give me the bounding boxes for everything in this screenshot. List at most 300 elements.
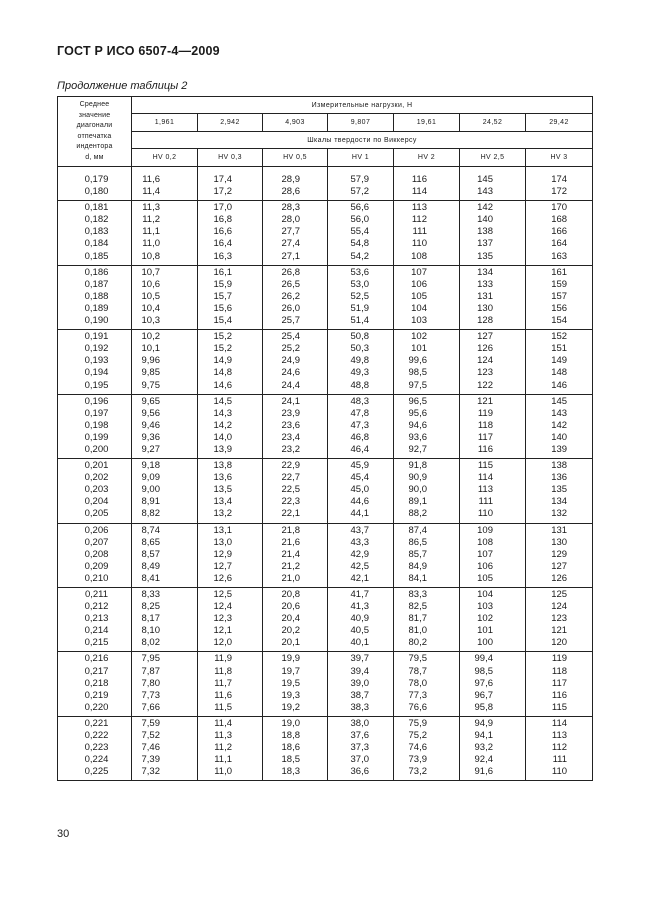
- hardness-value: 148: [551, 367, 568, 379]
- hardness-value: 7,46: [141, 742, 160, 754]
- table-row-group: [58, 201, 593, 265]
- diagonal-header-line: отпечатка: [77, 132, 112, 140]
- diagonal-value: 0,204: [84, 496, 109, 508]
- hardness-cell: [460, 652, 526, 716]
- hardness-value: 38,0: [350, 717, 369, 729]
- hardness-value: 14,8: [213, 367, 232, 379]
- hardness-value: 39,7: [350, 653, 369, 665]
- hardness-value: 98,5: [408, 367, 427, 379]
- hardness-value: 12,0: [213, 637, 232, 649]
- hardness-value: 90,0: [408, 484, 427, 496]
- hardness-value: 12,1: [213, 625, 232, 637]
- hardness-value: 16,1: [213, 266, 232, 278]
- hardness-value: 164: [551, 238, 568, 250]
- hardness-value: 21,6: [281, 536, 300, 548]
- hardness-value: 50,8: [350, 331, 369, 343]
- hardness-value: 116: [477, 443, 493, 455]
- hardness-value: 105: [411, 290, 427, 302]
- hardness-value: 163: [551, 250, 568, 262]
- hardness-value: 134: [477, 266, 493, 278]
- hardness-value: 130: [551, 536, 568, 548]
- hardness-cell: [526, 652, 593, 716]
- hardness-value: 26,5: [281, 278, 300, 290]
- hardness-cell: [198, 173, 263, 201]
- hardness-value: 140: [551, 431, 568, 443]
- hardness-value: 11,9: [214, 653, 232, 665]
- diagonal-value: 0,183: [84, 226, 109, 238]
- hardness-value: 48,8: [350, 379, 369, 391]
- hardness-value: 143: [551, 407, 568, 419]
- hardness-value: 7,87: [141, 665, 160, 677]
- hardness-value: 113: [411, 202, 427, 214]
- hardness-cell: [526, 459, 593, 523]
- hardness-value: 42,9: [350, 548, 369, 560]
- hardness-cell: [526, 173, 593, 201]
- hardness-cell: [526, 716, 593, 780]
- hardness-value: 12,9: [213, 548, 232, 560]
- hardness-value: 97,6: [474, 677, 493, 689]
- hardness-value: 74,6: [408, 742, 427, 754]
- hardness-value: 104: [477, 589, 493, 600]
- hardness-value: 152: [551, 331, 568, 343]
- hardness-value: 11,1: [214, 754, 232, 766]
- hardness-cell: [328, 588, 394, 652]
- hardness-cell: [328, 523, 394, 587]
- hardness-value: 23,6: [281, 419, 300, 431]
- hardness-value: 102: [411, 331, 427, 343]
- hardness-value: 24,1: [281, 395, 300, 407]
- diagonal-cell: [58, 588, 132, 652]
- hardness-cell: [198, 201, 263, 265]
- hardness-value: 76,6: [408, 701, 427, 713]
- diagonal-value: 0,207: [84, 536, 109, 548]
- hardness-value: 25,4: [281, 331, 300, 343]
- hardness-value: 121: [551, 625, 568, 637]
- hardness-value: 11,3: [214, 730, 232, 742]
- hardness-value: 90,9: [408, 472, 427, 484]
- hardness-value: 39,0: [350, 677, 369, 689]
- hardness-value: 19,5: [281, 677, 300, 689]
- hardness-value: 13,2: [213, 508, 232, 520]
- hardness-value: 113: [477, 484, 493, 496]
- load-header: 9,807: [328, 114, 394, 132]
- scale-header: HV 0,2: [132, 149, 198, 167]
- hardness-value: 26,2: [281, 290, 300, 302]
- hardness-value: 115: [551, 701, 568, 713]
- hardness-cell: [328, 265, 394, 329]
- hardness-value: 10,8: [141, 250, 160, 262]
- hardness-cell: [328, 201, 394, 265]
- hardness-cell: [328, 330, 394, 394]
- hardness-value: 75,2: [408, 730, 427, 742]
- scale-header: HV 3: [526, 149, 593, 167]
- hardness-cell: [198, 652, 263, 716]
- hardness-value: 27,4: [281, 238, 300, 250]
- hardness-value: 79,5: [408, 653, 427, 665]
- hardness-value: 140: [477, 214, 493, 226]
- hardness-cell: [263, 265, 328, 329]
- diagonal-value: 0,224: [84, 754, 109, 766]
- hardness-value: 19,7: [281, 665, 300, 677]
- hardness-value: 159: [551, 278, 568, 290]
- hardness-value: 127: [477, 331, 493, 343]
- hardness-value: 7,59: [141, 717, 160, 729]
- hardness-value: 7,52: [141, 730, 160, 742]
- scales-row: [58, 149, 593, 167]
- hardness-value: 97,5: [408, 379, 427, 391]
- hardness-value: 96,5: [408, 395, 427, 407]
- hardness-value: 8,91: [141, 496, 160, 508]
- diagonal-value: 0,214: [84, 625, 109, 637]
- hardness-cell: [460, 523, 526, 587]
- hardness-value: 94,1: [474, 730, 493, 742]
- hardness-value: 40,1: [350, 637, 369, 649]
- hardness-value: 20,8: [281, 589, 300, 600]
- hardness-value: 13,1: [213, 524, 232, 536]
- hardness-value: 46,4: [350, 443, 369, 455]
- hardness-cell: [460, 716, 526, 780]
- diagonal-value: 0,193: [84, 355, 109, 367]
- hardness-value: 19,2: [281, 701, 300, 713]
- diagonal-value: 0,211: [84, 589, 109, 600]
- hardness-value: 16,6: [213, 226, 232, 238]
- hardness-value: 9,75: [141, 379, 160, 391]
- hardness-value: 94,9: [474, 717, 493, 729]
- table-row-group: [58, 716, 593, 780]
- hardness-value: 47,3: [350, 419, 369, 431]
- hardness-value: 23,4: [281, 431, 300, 443]
- hardness-value: 102: [477, 613, 493, 625]
- hardness-value: 83,3: [408, 589, 427, 600]
- hardness-value: 24,9: [281, 355, 300, 367]
- hardness-value: 88,2: [408, 508, 427, 520]
- hardness-value: 107: [477, 548, 493, 560]
- hardness-value: 49,8: [350, 355, 369, 367]
- diagonal-cell: [58, 716, 132, 780]
- diagonal-cell: [58, 330, 132, 394]
- hardness-cell: [526, 588, 593, 652]
- hardness-value: 10,3: [141, 315, 160, 327]
- diagonal-value: 0,213: [84, 613, 109, 625]
- hardness-value: 10,6: [141, 278, 160, 290]
- hardness-value: 57,9: [350, 174, 369, 185]
- hardness-value: 14,3: [213, 407, 232, 419]
- diagonal-value: 0,187: [84, 278, 109, 290]
- hardness-value: 21,0: [281, 572, 300, 584]
- hardness-cell: [328, 716, 394, 780]
- scale-header: HV 2: [394, 149, 460, 167]
- hardness-value: 114: [477, 472, 493, 484]
- load-header: 1,961: [132, 114, 198, 132]
- hardness-value: 11,1: [142, 226, 160, 238]
- hardness-value: 9,27: [141, 443, 160, 455]
- hardness-value: 21,4: [281, 548, 300, 560]
- hardness-value: 7,32: [141, 766, 160, 778]
- diagonal-header-line: Среднее: [79, 101, 110, 108]
- hardness-value: 43,7: [350, 524, 369, 536]
- hardness-value: 16,4: [213, 238, 232, 250]
- hardness-value: 14,6: [213, 379, 232, 391]
- hardness-value: 28,3: [281, 202, 300, 214]
- hardness-value: 7,39: [141, 754, 160, 766]
- hardness-value: 119: [477, 407, 493, 419]
- load-header: 4,903: [263, 114, 328, 132]
- hardness-value: 14,2: [213, 419, 232, 431]
- hardness-cell: [394, 716, 460, 780]
- hardness-value: 20,6: [281, 601, 300, 613]
- hardness-value: 27,1: [281, 250, 300, 262]
- hardness-value: 7,95: [141, 653, 160, 665]
- hardness-value: 10,1: [141, 343, 160, 355]
- hardness-value: 7,80: [141, 677, 160, 689]
- hardness-cell: [132, 330, 198, 394]
- hardness-value: 15,4: [213, 315, 232, 327]
- hardness-value: 108: [411, 250, 427, 262]
- hardness-value: 138: [551, 460, 568, 472]
- hardness-value: 26,0: [281, 302, 300, 314]
- hardness-value: 131: [551, 524, 568, 536]
- hardness-value: 103: [477, 601, 493, 613]
- hardness-value: 170: [551, 202, 568, 214]
- hardness-value: 11,6: [214, 689, 232, 701]
- diagonal-value: 0,212: [84, 601, 109, 613]
- diagonal-cell: [58, 652, 132, 716]
- hardness-value: 8,57: [141, 548, 160, 560]
- hardness-cell: [263, 652, 328, 716]
- diagonal-value: 0,179: [84, 174, 109, 185]
- hardness-value: 47,8: [350, 407, 369, 419]
- scale-header: HV 0,3: [198, 149, 263, 167]
- hardness-cell: [394, 394, 460, 458]
- hardness-value: 8,74: [141, 524, 160, 536]
- hardness-value: 9,00: [141, 484, 160, 496]
- hardness-cell: [198, 716, 263, 780]
- hardness-value: 106: [411, 278, 427, 290]
- diagonal-value: 0,210: [84, 572, 109, 584]
- hardness-value: 39,4: [350, 665, 369, 677]
- hardness-value: 22,1: [281, 508, 300, 520]
- hardness-value: 114: [411, 186, 427, 198]
- hardness-value: 12,3: [213, 613, 232, 625]
- hardness-value: 15,2: [213, 343, 232, 355]
- hardness-value: 75,9: [408, 717, 427, 729]
- hardness-value: 94,6: [408, 419, 427, 431]
- hardness-value: 57,2: [350, 186, 369, 198]
- hardness-value: 19,3: [281, 689, 300, 701]
- hardness-value: 17,2: [213, 186, 232, 198]
- hardness-value: 18,5: [281, 754, 300, 766]
- diagonal-value: 0,191: [84, 331, 109, 343]
- hardness-value: 80,2: [408, 637, 427, 649]
- hardness-value: 127: [551, 560, 568, 572]
- hardness-value: 56,0: [350, 214, 369, 226]
- hardness-value: 149: [551, 355, 568, 367]
- hardness-value: 99,4: [474, 653, 493, 665]
- hardness-value: 116: [551, 689, 568, 701]
- hardness-cell: [328, 652, 394, 716]
- hardness-value: 104: [411, 302, 427, 314]
- hardness-value: 126: [551, 572, 568, 584]
- hardness-value: 28,0: [281, 214, 300, 226]
- diagonal-value: 0,184: [84, 238, 109, 250]
- hardness-value: 136: [551, 472, 568, 484]
- hardness-value: 174: [551, 174, 568, 185]
- hardness-value: 98,5: [474, 665, 493, 677]
- load-header: 24,52: [460, 114, 526, 132]
- hardness-value: 50,3: [350, 343, 369, 355]
- hardness-value: 16,3: [213, 250, 232, 262]
- table-row-group: [58, 523, 593, 587]
- hardness-value: 15,7: [213, 290, 232, 302]
- hardness-cell: [394, 201, 460, 265]
- hardness-value: 146: [551, 379, 568, 391]
- hardness-value: 109: [477, 524, 493, 536]
- hardness-cell: [460, 588, 526, 652]
- hardness-value: 17,4: [213, 174, 232, 185]
- hardness-value: 112: [411, 214, 427, 226]
- hardness-value: 19,0: [281, 717, 300, 729]
- diagonal-value: 0,194: [84, 367, 109, 379]
- diagonal-value: 0,181: [84, 202, 109, 214]
- hardness-value: 51,4: [350, 315, 369, 327]
- hardness-cell: [460, 201, 526, 265]
- hardness-value: 131: [477, 290, 493, 302]
- hardness-value: 161: [551, 266, 568, 278]
- hardness-value: 123: [551, 613, 568, 625]
- hardness-cell: [460, 173, 526, 201]
- hardness-cell: [198, 523, 263, 587]
- hardness-value: 116: [411, 174, 427, 185]
- hardness-value: 8,33: [141, 589, 160, 600]
- hardness-value: 45,0: [350, 484, 369, 496]
- hardness-value: 110: [551, 766, 568, 778]
- diagonal-value: 0,202: [84, 472, 109, 484]
- hardness-value: 9,56: [141, 407, 160, 419]
- hardness-cell: [394, 330, 460, 394]
- diagonal-value: 0,188: [84, 290, 109, 302]
- hardness-value: 21,2: [281, 560, 300, 572]
- hardness-value: 142: [477, 202, 493, 214]
- table-row-group: [58, 652, 593, 716]
- diagonal-value: 0,223: [84, 742, 109, 754]
- hardness-cell: [132, 394, 198, 458]
- hardness-value: 92,7: [408, 443, 427, 455]
- diagonal-value: 0,189: [84, 302, 109, 314]
- diagonal-column-header: [58, 97, 132, 167]
- hardness-value: 111: [478, 496, 493, 508]
- hardness-value: 28,6: [281, 186, 300, 198]
- diagonal-value: 0,190: [84, 315, 109, 327]
- hardness-value: 93,6: [408, 431, 427, 443]
- diagonal-header-line: значение: [78, 111, 111, 119]
- hardness-value: 11,0: [142, 238, 160, 250]
- hardness-value: 9,09: [141, 472, 160, 484]
- hardness-value: 110: [411, 238, 427, 250]
- hardness-cell: [198, 265, 263, 329]
- diagonal-value: 0,218: [84, 677, 109, 689]
- hardness-value: 117: [477, 431, 493, 443]
- hardness-value: 9,46: [141, 419, 160, 431]
- hardness-value: 95,6: [408, 407, 427, 419]
- diagonal-value: 0,203: [84, 484, 109, 496]
- hardness-value: 121: [477, 395, 493, 407]
- hardness-value: 20,2: [281, 625, 300, 637]
- hardness-value: 105: [477, 572, 493, 584]
- diagonal-value: 0,195: [84, 379, 109, 391]
- hardness-value: 87,4: [408, 524, 427, 536]
- hardness-cell: [460, 394, 526, 458]
- hardness-value: 25,7: [281, 315, 300, 327]
- hardness-value: 103: [411, 315, 427, 327]
- hardness-value: 9,96: [141, 355, 160, 367]
- page-number: 30: [57, 828, 70, 840]
- hardness-value: 11,4: [142, 186, 160, 198]
- hardness-value: 10,4: [141, 302, 160, 314]
- hardness-value: 26,8: [281, 266, 300, 278]
- hardness-cell: [263, 716, 328, 780]
- hardness-value: 81,7: [408, 613, 427, 625]
- hardness-cell: [198, 330, 263, 394]
- diagonal-cell: [58, 265, 132, 329]
- hardness-value: 42,1: [350, 572, 369, 584]
- diagonal-cell: [58, 173, 132, 201]
- hardness-value: 91,6: [474, 766, 493, 778]
- scale-header: HV 2,5: [460, 149, 526, 167]
- hardness-value: 56,6: [350, 202, 369, 214]
- hardness-value: 77,3: [408, 689, 427, 701]
- hardness-value: 24,6: [281, 367, 300, 379]
- hardness-value: 23,2: [281, 443, 300, 455]
- hardness-value: 99,6: [408, 355, 427, 367]
- hardness-cell: [394, 265, 460, 329]
- hardness-value: 49,3: [350, 367, 369, 379]
- hardness-cell: [526, 394, 593, 458]
- hardness-value: 36,6: [350, 766, 369, 778]
- hardness-value: 134: [551, 496, 568, 508]
- hardness-value: 78,0: [408, 677, 427, 689]
- hardness-cell: [132, 459, 198, 523]
- hardness-cell: [394, 588, 460, 652]
- hardness-value: 7,66: [141, 701, 160, 713]
- hardness-cell: [132, 652, 198, 716]
- hardness-value: 8,82: [141, 508, 160, 520]
- hardness-value: 27,7: [281, 226, 300, 238]
- hardness-value: 11,7: [214, 677, 232, 689]
- hardness-value: 11,2: [214, 742, 232, 754]
- hardness-cell: [198, 588, 263, 652]
- hardness-cell: [263, 459, 328, 523]
- hardness-value: 130: [477, 302, 493, 314]
- diagonal-cell: [58, 201, 132, 265]
- hardness-value: 85,7: [408, 548, 427, 560]
- hardness-value: 18,3: [281, 766, 300, 778]
- hardness-cell: [526, 265, 593, 329]
- scale-header: HV 1: [328, 149, 394, 167]
- hardness-value: 78,7: [408, 665, 427, 677]
- hardness-value: 8,02: [141, 637, 160, 649]
- diagonal-value: 0,215: [84, 637, 109, 649]
- diagonal-value: 0,200: [84, 443, 109, 455]
- hardness-cell: [263, 588, 328, 652]
- hardness-value: 126: [477, 343, 493, 355]
- diagonal-value: 0,201: [84, 460, 109, 472]
- hardness-value: 106: [477, 560, 493, 572]
- hardness-value: 41,3: [350, 601, 369, 613]
- hardness-value: 23,9: [281, 407, 300, 419]
- diagonal-value: 0,217: [84, 665, 109, 677]
- hardness-value: 101: [477, 625, 493, 637]
- hardness-value: 10,2: [141, 331, 160, 343]
